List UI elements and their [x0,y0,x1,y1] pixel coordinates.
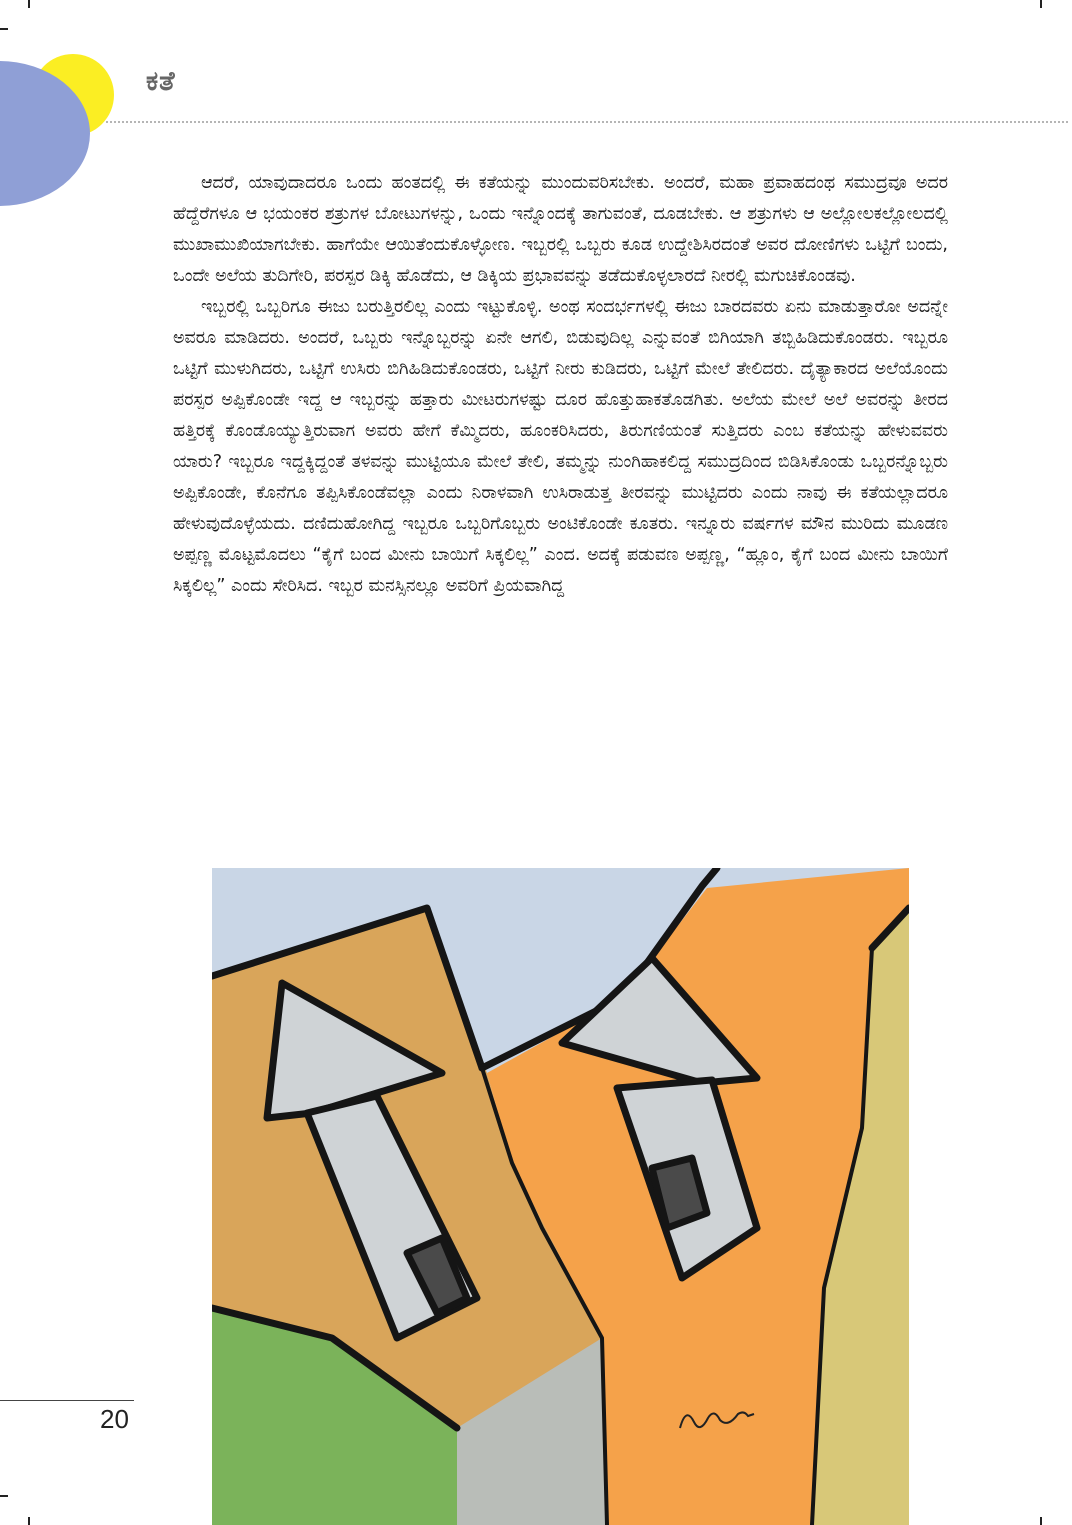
paragraph: ಆದರೆ, ಯಾವುದಾದರೂ ಒಂದು ಹಂತದಲ್ಲಿ ಈ ಕತೆಯನ್ನು ಮುಂದುವರಿಸಬೇಕು. ಅಂದರೆ, ಮಹಾ ಪ್ರವಾಹದಂಥ ಸಮುದ್ರವೂ ಅದರ ಹೆದ್ದೆರೆಗಳೂ ಆ ಭಯಂಕರ ಶತ್ರುಗಳ ಬೋಟುಗಳನ್ನು, ಒಂದು ಇನ್ನೊಂದಕ್ಕೆ ತಾಗುವಂತೆ, ದೂಡಬೇಕು. ಆ ಶತ್ರುಗಳು ಆ ಅಲ್ಲೋಲಕಲ್ಲೋಲದಲ್ಲಿ ಮುಖಾಮುಖಿಯಾಗಬೇಕು. ಹಾಗೆಯೇ ಆಯಿತೆಂದುಕೊಳ್ಳೋಣ. ಇಬ್ಬರಲ್ಲಿ ಒಬ್ಬರು ಕೂಡ ಉದ್ದೇಶಿಸಿರದಂತೆ ಅವರ ದೋಣಿಗಳು ಒಟ್ಟಿಗೆ ಬಂದು, ಒಂದೇ ಅಲೆಯ ತುದಿಗೇರಿ, ಪರಸ್ಪರ ಡಿಕ್ಕಿ ಹೊಡೆದು, ಆ ಡಿಕ್ಕಿಯ ಪ್ರಭಾವವನ್ನು ತಡೆದುಕೊಳ್ಳಲಾರದೆ ನೀರಲ್ಲಿ ಮಗುಚಿಕೊಂಡವು. [173,173,948,286]
page-number: 20 [100,1404,129,1434]
section-title: ಕತೆ [146,66,176,97]
crop-mark-top-right [1040,0,1042,8]
paragraph: ಇಬ್ಬರಲ್ಲಿ ಒಬ್ಬರಿಗೂ ಈಜು ಬರುತ್ತಿರಲಿಲ್ಲ ಎಂದು ಇಟ್ಟುಕೊಳ್ಳಿ. ಅಂಥ ಸಂದರ್ಭಗಳಲ್ಲಿ ಈಜು ಬಾರದವರು ಏನು ಮಾಡುತ್ತಾರೋ ಅದನ್ನೇ ಅವರೂ ಮಾಡಿದರು. ಅಂದರೆ, ಒಬ್ಬರು ಇನ್ನೊಬ್ಬರನ್ನು ಏನೇ ಆಗಲಿ, ಬಿಡುವುದಿಲ್ಲ ಎನ್ನುವಂತೆ ಬಿಗಿಯಾಗಿ ತಬ್ಬಿಹಿಡಿದುಕೊಂಡರು. ಇಬ್ಬರೂ ಒಟ್ಟಿಗೆ ಮುಳುಗಿದರು, ಒಟ್ಟಿಗೆ ಉಸಿರು ಬಿಗಿಹಿಡಿದುಕೊಂಡರು, ಒಟ್ಟಿಗೆ ನೀರು ಕುಡಿದರು, ಒಟ್ಟಿಗೆ ಮೇಲೆ ತೇಲಿದರು. ದೈತ್ಯಾಕಾರದ ಅಲೆಯೊಂದು ಪರಸ್ಪರ ಅಪ್ಪಿಕೊಂಡೇ ಇದ್ದ ಆ ಇಬ್ಬರನ್ನು ಹತ್ತಾರು ಮೀಟರುಗಳಷ್ಟು ದೂರ ಹೊತ್ತುಹಾಕತೊಡಗಿತು. ಅಲೆಯ ಮೇಲೆ ಅಲೆ ಅವರನ್ನು ತೀರದ ಹತ್ತಿರಕ್ಕೆ ಕೊಂಡೊಯ್ಯುತ್ತಿರುವಾಗ ಅವರು ಹೇಗೆ ಕೆಮ್ಮಿದರು, ಹೂಂಕರಿಸಿದರು, ತಿರುಗಣಿಯಂತೆ ಸುತ್ತಿದರು ಎಂಬ ಕತೆಯನ್ನು ಹೇಳುವವರು ಯಾರು? ಇಬ್ಬರೂ ಇದ್ದಕ್ಕಿದ್ದಂತೆ ತಳವನ್ನು ಮುಟ್ಟಿಯೂ ಮೇಲೆ ತೇಲಿ, ತಮ್ಮನ್ನು ನುಂಗಿಹಾಕಲಿದ್ದ ಸಮುದ್ರದಿಂದ ಬಿಡಿಸಿಕೊಂಡು ಒಬ್ಬರನ್ನೊಬ್ಬರು ಅಪ್ಪಿಕೊಂಡೇ, ಕೊನೆಗೂ ತಪ್ಪಿಸಿಕೊಂಡೆವಲ್ಲಾ ಎಂದು ನಿರಾಳವಾಗಿ ಉಸಿರಾಡುತ್ತ ತೀರವನ್ನು ಮುಟ್ಟಿದರು ಎಂದು ನಾವು ಈ ಕತೆಯಲ್ಲಾದರೂ ಹೇಳುವುದೊಳ್ಳೆಯದು. ದಣಿದುಹೋಗಿದ್ದ ಇಬ್ಬರೂ ಒಬ್ಬರಿಗೊಬ್ಬರು ಅಂಟಿಕೊಂಡೇ ಕೂತರು. ಇನ್ನೂರು ವರ್ಷಗಳ ಮೌನ ಮುರಿದು ಮೂಡಣ ಅಪ್ಪಣ್ಣ ಮೊಟ್ಟಮೊದಲು “ಕೈಗೆ ಬಂದ ಮೀನು ಬಾಯಿಗೆ ಸಿಕ್ಕಲಿಲ್ಲ” ಎಂದ. ಅದಕ್ಕೆ ಪಡುವಣ ಅಪ್ಪಣ್ಣ, “ಹ್ಲೂಂ, ಕೈಗೆ ಬಂದ ಮೀನು ಬಾಯಿಗೆ ಸಿಕ್ಕಲಿಲ್ಲ” ಎಂದು ಸೇರಿಸಿದ. ಇಬ್ಬರ ಮನಸ್ಸಿನಲ್ಲೂ ಅವರಿಗೆ ಪ್ರಿಯವಾಗಿದ್ದ [173,297,948,596]
footer-rule [0,1400,134,1401]
story-body [173,168,948,602]
illustration-two-houses [212,868,909,1525]
crop-mark-left-upper [0,28,8,30]
crop-mark-left-lower [0,1495,8,1497]
crop-mark-bottom-right [1040,1517,1042,1525]
header-dotted-divider [106,121,1068,123]
crop-mark-top-left [28,0,30,8]
crop-mark-bottom-left [28,1517,30,1525]
